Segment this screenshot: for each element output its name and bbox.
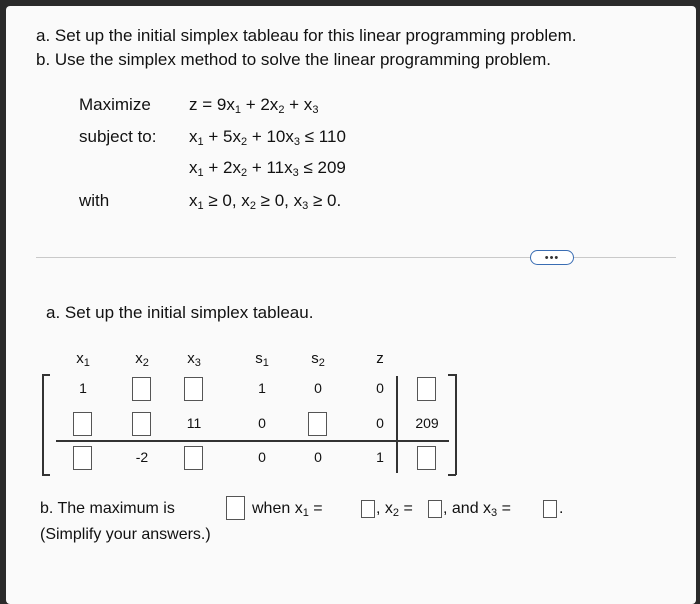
column-header-x3: $x_3$ xyxy=(187,350,201,369)
maximum-answer-box[interactable] xyxy=(226,496,245,520)
instruction-a: a. Set up the initial simplex tableau for this linear programming problem. xyxy=(36,26,577,45)
x2-label: , $x_2$ = xyxy=(376,500,413,519)
right-bracket-bottom xyxy=(448,474,456,476)
tableau-cell-r1c4: 1 xyxy=(258,380,266,396)
tableau-input-r2c1[interactable] xyxy=(73,412,92,436)
nonnegativity-constraints: $x_1 \ge 0$, $x_2 \ge 0$, $x_3 \ge 0$. xyxy=(189,191,342,212)
subject-to-label: subject to: xyxy=(79,127,157,146)
when-x1-label: when $x_1$ = xyxy=(252,500,323,519)
tableau-cell-r2c6: 0 xyxy=(376,415,384,431)
constraint-1: $x_1 + 5x_2 + 10x_3 \le 110$ xyxy=(189,127,346,148)
tableau-cell-r3c6: 1 xyxy=(376,449,384,465)
tableau-input-r3c7[interactable] xyxy=(417,446,436,470)
left-bracket-bottom xyxy=(42,474,50,476)
section-divider xyxy=(36,257,676,258)
left-bracket-vertical xyxy=(42,374,44,475)
right-bracket-vertical xyxy=(455,374,457,475)
constraint-2: $x_1 + 2x_2 + 11x_3 \le 209$ xyxy=(189,158,346,179)
x3-answer-box[interactable] xyxy=(543,500,557,518)
column-header-z: z xyxy=(376,350,384,367)
right-bracket-top xyxy=(448,374,456,376)
column-header-x2: $x_2$ xyxy=(135,350,149,369)
tableau-input-r2c2[interactable] xyxy=(132,412,151,436)
tableau-cell-r2c4: 0 xyxy=(258,415,266,431)
part-a-title: a. Set up the initial simplex tableau. xyxy=(46,303,314,322)
tableau-cell-r3c4: 0 xyxy=(258,449,266,465)
x3-label: , and $x_3$ = xyxy=(443,500,511,519)
question-panel xyxy=(6,6,696,604)
column-header-x1: $x_1$ xyxy=(76,350,90,369)
x1-answer-box[interactable] xyxy=(361,500,375,518)
tableau-cell-r3c2: -2 xyxy=(135,449,149,465)
tableau-cell-r3c5: 0 xyxy=(314,449,322,465)
tableau-cell-r2c7: 209 xyxy=(415,415,439,431)
augment-divider xyxy=(396,376,398,473)
with-label: with xyxy=(79,191,110,210)
period: . xyxy=(559,500,564,517)
tableau-input-r3c1[interactable] xyxy=(73,446,92,470)
left-bracket-top xyxy=(42,374,50,376)
tableau-input-r1c3[interactable] xyxy=(184,377,203,401)
more-options-button[interactable] xyxy=(530,250,574,265)
objective-row-divider xyxy=(56,440,449,442)
column-header-s2: $s_2$ xyxy=(311,350,325,369)
tableau-input-r1c2[interactable] xyxy=(132,377,151,401)
column-header-s1: $s_1$ xyxy=(255,350,269,369)
maximize-label: Maximize xyxy=(79,95,151,114)
tableau-cell-r1c6: 0 xyxy=(376,380,384,396)
tableau-cell-r2c3: 11 xyxy=(186,415,202,431)
simplify-note: (Simplify your answers.) xyxy=(40,526,211,543)
tableau-input-r2c5[interactable] xyxy=(308,412,327,436)
tableau-cell-r1c5: 0 xyxy=(314,380,322,396)
tableau-input-r1c7[interactable] xyxy=(417,377,436,401)
ellipsis-icon: ••• xyxy=(544,251,560,264)
x2-answer-box[interactable] xyxy=(428,500,442,518)
part-b-prefix: b. The maximum is xyxy=(40,500,175,517)
objective-function: $z = 9x_1 + 2x_2 + x_3$ xyxy=(189,95,319,116)
instruction-b: b. Use the simplex method to solve the linear programming problem. xyxy=(36,50,551,69)
tableau-input-r3c3[interactable] xyxy=(184,446,203,470)
tableau-cell-r1c1: 1 xyxy=(79,380,87,396)
